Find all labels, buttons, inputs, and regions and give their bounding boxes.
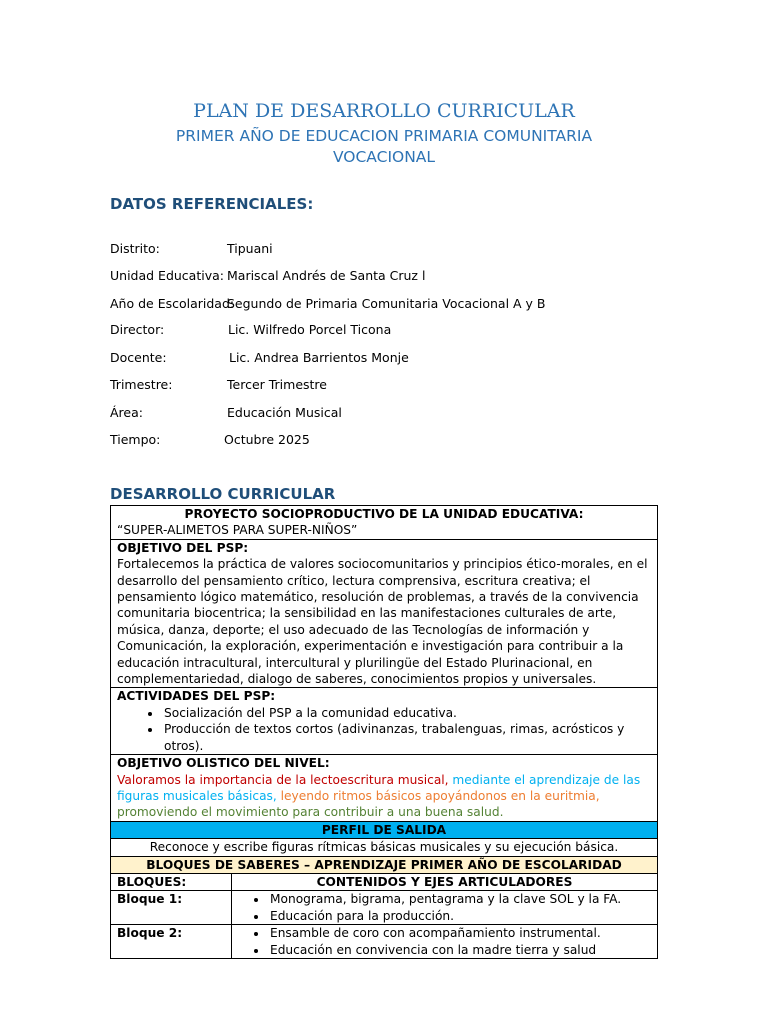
list-item: • Monograma, bigrama, pentagrama y la clave SOL y la FA. xyxy=(268,891,651,907)
bloque-contents xyxy=(232,891,658,925)
bloque-name: Bloque 2: xyxy=(111,925,232,959)
table-row xyxy=(111,506,658,540)
olistico-label: OBJETIVO OLISTICO DEL NIVEL: xyxy=(117,756,330,771)
bloque-list xyxy=(238,925,651,958)
objetivo-label: OBJETIVO DEL PSP: xyxy=(117,540,249,555)
list-item: • Educación en convivencia con la madre tierra y salud xyxy=(268,942,651,958)
table-row xyxy=(111,821,658,838)
datos-value: Octubre 2025 xyxy=(224,432,310,447)
datos-heading: DATOS REFERENCIALES: xyxy=(110,195,314,213)
table-row xyxy=(111,925,658,959)
datos-label: Distrito: xyxy=(110,241,160,256)
contenidos-col-header: CONTENIDOS Y EJES ARTICULADORES xyxy=(232,873,658,890)
datos-label: Unidad Educativa: xyxy=(110,268,224,283)
actividades-cell xyxy=(111,688,658,755)
list-item: • Ensamble de coro con acompañamiento instrumental. xyxy=(268,925,651,941)
datos-value: Tipuani xyxy=(227,241,273,256)
psp-name: “SUPER-ALIMETOS PARA SUPER-NIÑOS” xyxy=(117,523,358,538)
datos-label: Docente: xyxy=(110,350,167,365)
table-row xyxy=(111,891,658,925)
table-row xyxy=(111,688,658,755)
datos-value: Lic. Wilfredo Porcel Ticona xyxy=(228,322,392,337)
actividades-list xyxy=(117,705,651,754)
perfil-label: PERFIL DE SALIDA xyxy=(111,821,658,838)
olistico-part-orange: leyendo ritmos básicos apoyándonos en la euritmia, xyxy=(276,788,600,803)
bloques-col-header: BLOQUES: xyxy=(111,873,232,890)
olistico-text xyxy=(117,772,651,821)
list-item: • Educación para la producción. xyxy=(268,908,651,924)
table-row xyxy=(111,873,658,890)
datos-value: Segundo de Primaria Comunitaria Vocacional A y B xyxy=(227,296,546,311)
curriculum-table xyxy=(110,505,658,959)
olistico-part-green: promoviendo el movimiento para contribuir a una buena salud. xyxy=(117,805,504,820)
bloque-list xyxy=(238,891,651,924)
olistico-part-red: Valoramos la importancia de la lectoescritura musical, xyxy=(117,772,449,787)
datos-value: Educación Musical xyxy=(227,405,342,420)
objetivo-cell xyxy=(111,539,658,688)
olistico-cell xyxy=(111,755,658,822)
olistico-part-cyan: mediante el aprendizaje de las figuras musicales básicas, xyxy=(117,772,641,803)
table-row xyxy=(111,839,658,856)
datos-value: Mariscal Andrés de Santa Cruz l xyxy=(227,268,426,283)
table-row xyxy=(111,539,658,688)
document-subtitle: PRIMER AÑO DE EDUCACION PRIMARIA COMUNITARIA VOCACIONAL xyxy=(175,127,593,166)
table-row xyxy=(111,856,658,873)
desarrollo-heading: DESARROLLO CURRICULAR xyxy=(110,485,336,503)
datos-label: Director: xyxy=(110,322,165,337)
datos-label: Año de Escolaridad: xyxy=(110,296,235,311)
actividades-label: ACTIVIDADES DEL PSP: xyxy=(117,689,276,704)
bloque-contents xyxy=(232,925,658,959)
table-row xyxy=(111,755,658,822)
psp-cell xyxy=(111,506,658,540)
list-item: • Producción de textos cortos (adivinanzas, trabalenguas, rimas, acrósticos y otros). xyxy=(162,721,651,754)
datos-label: Área: xyxy=(110,405,143,420)
perfil-text: Reconoce y escribe figuras rítmicas básicas musicales y su ejecución básica. xyxy=(111,839,658,856)
objetivo-text: Fortalecemos la práctica de valores sociocomunitarios y principios ético-morales, en el desarrollo del pensamiento crítico, lectura comprensiva, escritura creativa; el pensamiento lógico matemático, resolución de problemas, a través de la convivencia comunitaria biocentrica; la sensibilidad en las manifestaciones culturales de arte, música, danza, deporte; el uso adecuado de las Tecnologías de información y Comunicación, la exploración, experimentación e investigación para contribuir a la educación intracultural, intercultural y plurilingüe del Estado Plurinacional, en complementariedad, dialogo de saberes, conocimientos propios y universales. xyxy=(117,557,648,687)
list-item: • Socialización del PSP a la comunidad educativa. xyxy=(162,705,651,721)
datos-value: Lic. Andrea Barrientos Monje xyxy=(229,350,409,365)
datos-label: Trimestre: xyxy=(110,377,173,392)
datos-label: Tiempo: xyxy=(110,432,161,447)
bloque-name: Bloque 1: xyxy=(111,891,232,925)
bloques-band: BLOQUES DE SABERES – APRENDIZAJE PRIMER AÑO DE ESCOLARIDAD xyxy=(111,856,658,873)
document-title: PLAN DE DESARROLLO CURRICULAR xyxy=(193,100,575,122)
psp-title: PROYECTO SOCIOPRODUCTIVO DE LA UNIDAD EDUCATIVA: xyxy=(184,507,584,521)
datos-value: Tercer Trimestre xyxy=(227,377,327,392)
